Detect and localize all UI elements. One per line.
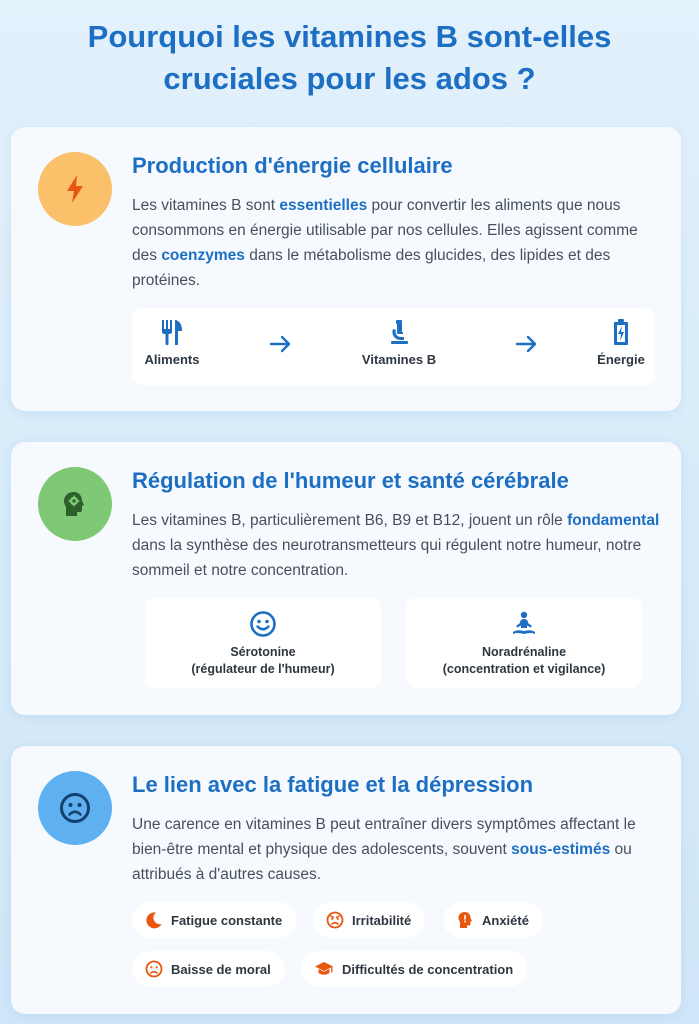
- serotonin-desc: (régulateur de l'humeur): [191, 662, 335, 676]
- arrow-right-icon: [515, 334, 539, 354]
- flow-step-energie: [593, 318, 649, 367]
- meditation-icon: [510, 610, 538, 638]
- title-line-1: Pourquoi les vitamines B sont-elles: [87, 19, 612, 54]
- mood-card: [11, 442, 681, 715]
- flow-label-1: Aliments: [144, 352, 200, 367]
- symptom-pill: Fatigue constante: [132, 902, 296, 938]
- energy-card: [11, 127, 681, 411]
- mood-badge: [38, 467, 112, 541]
- symptom-pill: Difficultés de concentration: [301, 951, 527, 987]
- energy-flow: [132, 308, 655, 385]
- energy-text: Les vitamines B sont essentielles pour convertir les aliments que nous consommons en énergie utilisable par nos cellules. Elles agissent comme des coenzymes dans le métabolisme des glucides, des lipides et des protéines.: [132, 197, 638, 289]
- fatigue-card: [11, 746, 681, 1014]
- arrow-right-icon: [269, 334, 293, 354]
- flow-step-vitamines: [354, 318, 444, 367]
- fatigue-badge: [38, 771, 112, 845]
- title-line-2: cruciales pour les ados ?: [163, 61, 536, 96]
- fatigue-heading: Le lien avec la fatigue et la dépression: [132, 772, 534, 797]
- utensils-icon: [158, 318, 186, 346]
- noradrenaline-box: [406, 598, 642, 688]
- sad-face-icon: [59, 792, 91, 824]
- microscope-icon: [385, 318, 413, 346]
- serotonin-label: Sérotonine: [230, 645, 296, 659]
- noradrenaline-label: Noradrénaline: [481, 645, 567, 659]
- angry-face-icon: [326, 911, 344, 929]
- flow-step-aliments: [142, 318, 202, 367]
- symptom-pill: Anxiété: [443, 902, 543, 938]
- bolt-icon: [64, 174, 86, 204]
- mood-text: Les vitamines B, particulièrement B6, B9 et B12, jouent un rôle fondamental dans la synthèse des neurotransmetteurs qui régulent notre humeur, notre sommeil et notre concentration.: [132, 512, 660, 579]
- battery-icon: [607, 318, 635, 346]
- page-title: [0, 16, 699, 100]
- noradrenaline-desc: (concentration et vigilance): [442, 662, 606, 676]
- anxiety-head-icon: [456, 911, 474, 929]
- energy-badge: [38, 152, 112, 226]
- brain-head-icon: [60, 489, 90, 519]
- graduation-cap-icon: [314, 960, 334, 978]
- flow-label-3: Énergie: [597, 352, 645, 367]
- moon-icon: [145, 911, 163, 929]
- flow-label-2: Vitamines B: [361, 352, 437, 367]
- smile-icon: [249, 610, 277, 638]
- frown-face-icon: [145, 960, 163, 978]
- fatigue-text: Une carence en vitamines B peut entraîner divers symptômes affectant le bien-être mental et physique des adolescents, souvent sous-estimés ou attribués à d'autres causes.: [132, 816, 636, 883]
- symptom-pill: Baisse de moral: [132, 951, 285, 987]
- mood-heading: Régulation de l'humeur et santé cérébrale: [132, 468, 569, 493]
- serotonin-box: [145, 598, 381, 688]
- energy-heading: Production d'énergie cellulaire: [132, 153, 453, 178]
- symptom-pill: Irritabilité: [313, 902, 425, 938]
